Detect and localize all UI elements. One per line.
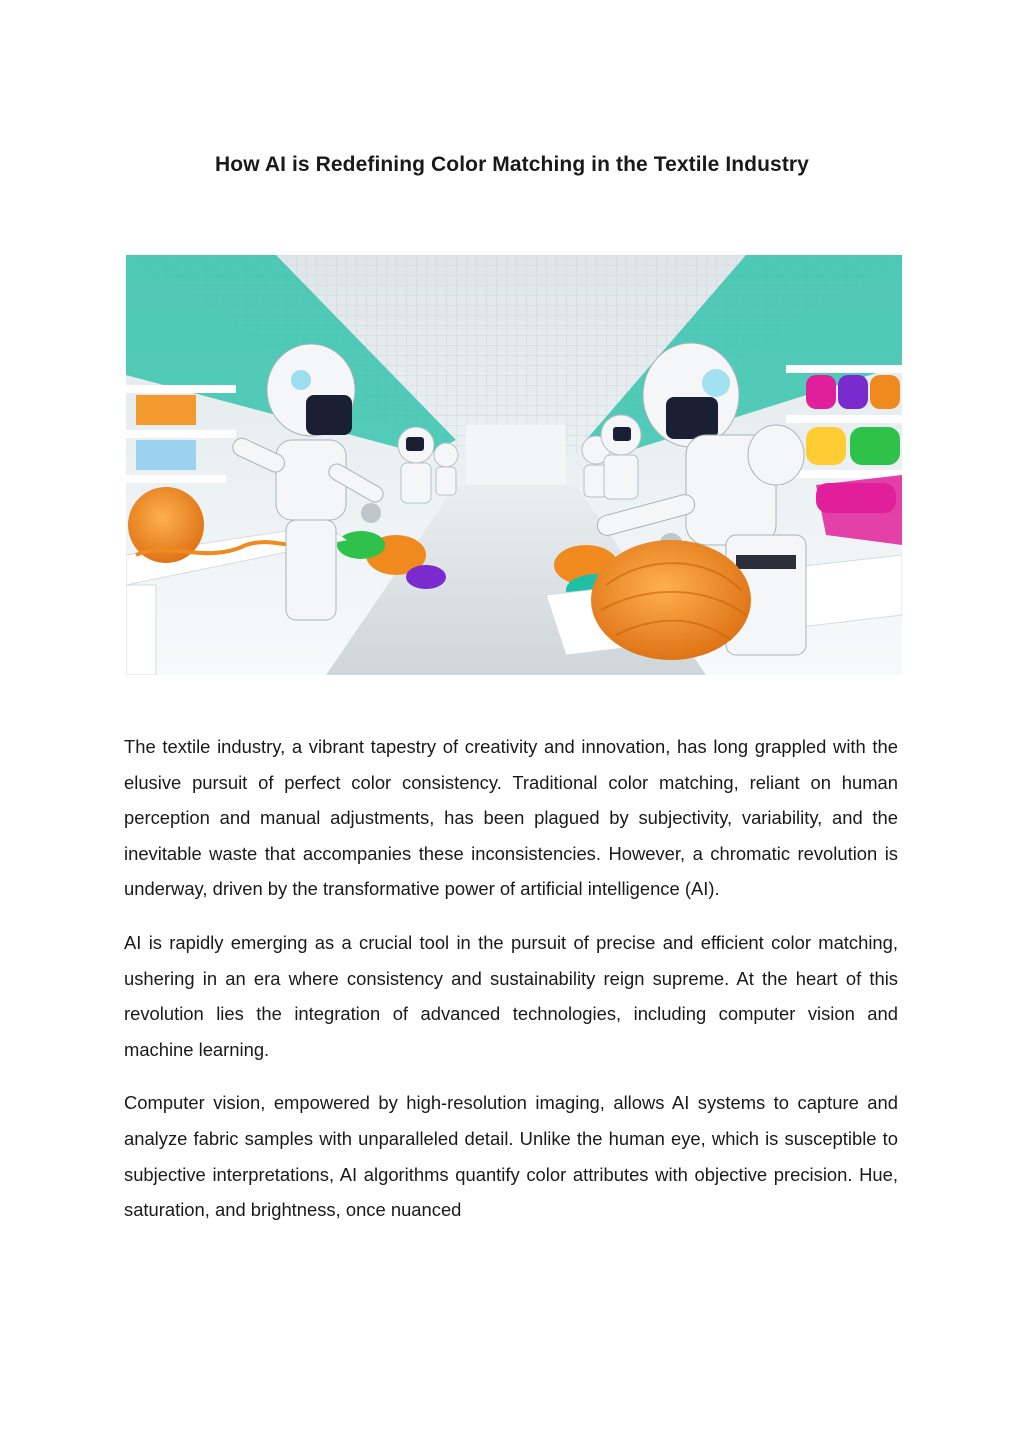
robots-textile-factory-photo — [126, 255, 902, 675]
paragraph-3: Computer vision, empowered by high-resolution imaging, allows AI systems to capture and analyze fabric samples with unparalleled detail. Unlike the human eye, which is susceptible to subjective interpretations, AI algorithms quantify color attributes with objective precision. Hue, saturation, and brightness, once nuanced — [124, 1092, 898, 1221]
paragraph-1: The textile industry, a vibrant tapestry of creativity and innovation, has long grappled with the elusive pursuit of perfect color consistency. Traditional color matching, reliant on human perception and manual adjustments, has been plagued by subjectivity, variability, and the inevitable waste that accompanies these inconsistencies. However, a chromatic revolution is underway, driven by the transformative power of artificial intelligence (AI). — [124, 736, 898, 900]
document-title: How AI is Redefining Color Matching in the Textile Industry — [215, 153, 809, 176]
paragraph-2: AI is rapidly emerging as a crucial tool in the pursuit of precise and efficient color matching, ushering in an era where consistency and sustainability reign supreme. At the heart of this revolution lies the integration of advanced technologies, including computer vision and machine learning. — [124, 931, 898, 1060]
article-body — [124, 729, 898, 1246]
